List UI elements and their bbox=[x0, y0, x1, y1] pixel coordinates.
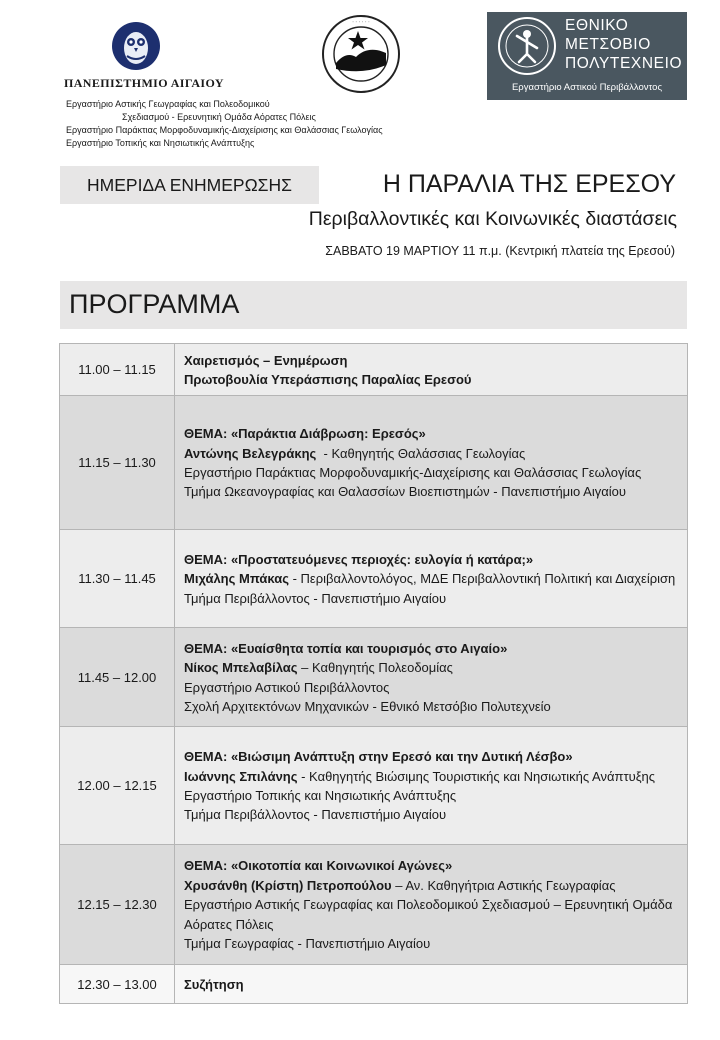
time-slot: 12.00 – 12.15 bbox=[60, 727, 175, 845]
time-slot: 11.45 – 12.00 bbox=[60, 628, 175, 727]
lab-line: Σχεδιασμού - Ερευνητική Ομάδα Αόρατες Πόλεις bbox=[122, 112, 316, 122]
schedule-row bbox=[60, 344, 688, 396]
speaker-affiliation: Τμήμα Περιβάλλοντος - Πανεπιστήμιο Αιγαίου bbox=[184, 807, 447, 823]
schedule-row bbox=[60, 530, 688, 628]
speaker-role: – Αν. Καθηγήτρια Αστικής Γεωγραφίας bbox=[391, 877, 616, 893]
schedule-row bbox=[60, 727, 688, 845]
speaker-name: Ιωάννης Σπιλάνης bbox=[184, 768, 298, 784]
program-heading-bar bbox=[60, 281, 687, 329]
ntua-name-line: ΜΕΤΣΟΒΙΟ bbox=[565, 36, 651, 53]
speaker-name: Μιχάλης Μπάκας bbox=[184, 571, 289, 587]
svg-text:· · · · · ·: · · · · · · bbox=[352, 19, 370, 26]
speaker-affiliation: Εργαστήριο Αστικής Γεωγραφίας και Πολεοδομικού Σχεδιασμού – Ερευνητική Ομάδα Αόρατες Πόλεις bbox=[184, 897, 673, 932]
event-subtitle: Περιβαλλοντικές και Κοινωνικές διαστάσεις bbox=[308, 208, 677, 230]
session-theme: ΘΕΜΑ: «Ευαίσθητα τοπία και τουρισμός στο Αιγαίο» bbox=[184, 640, 508, 656]
session-organizer: Πρωτοβουλία Υπεράσπισης Παραλίας Ερεσού bbox=[184, 372, 472, 387]
session-details bbox=[175, 727, 688, 845]
aegean-university-name: ΠΑΝΕΠΙΣΤΗΜΙΟ ΑΙΓΑΙΟΥ bbox=[64, 76, 224, 90]
ntua-name-line: ΕΘΝΙΚΟ bbox=[565, 17, 629, 34]
aegean-university-logo bbox=[110, 20, 162, 72]
session-details bbox=[175, 965, 688, 1004]
organizing-labs-list bbox=[66, 98, 383, 150]
speaker-affiliation: Τμήμα Ωκεανογραφίας και Θαλασσίων Βιοεπιστημών - Πανεπιστήμιο Αιγαίου bbox=[184, 484, 626, 500]
session-details bbox=[175, 845, 688, 965]
lab-line: Εργαστήριο Αστικής Γεωγραφίας και Πολεοδομικού bbox=[66, 99, 270, 109]
speaker-affiliation: Τμήμα Περιβάλλοντος - Πανεπιστήμιο Αιγαίου bbox=[184, 590, 447, 606]
speaker-affiliation: Εργαστήριο Παράκτιας Μορφοδυναμικής-Διαχείρισης και Θαλάσσιας Γεωλογίας bbox=[184, 465, 642, 480]
ntua-seal bbox=[497, 16, 557, 76]
speaker-affiliation: Σχολή Αρχιτεκτόνων Μηχανικών - Εθνικό Μετσόβιο Πολυτεχνείο bbox=[184, 698, 551, 714]
event-type-label: ΗΜΕΡΙΔΑ ΕΝΗΜΕΡΩΣΗΣ bbox=[87, 175, 292, 195]
session-details bbox=[175, 530, 688, 628]
session-theme: ΘΕΜΑ: «Βιώσιμη Ανάπτυξη στην Ερεσό και την Δυτική Λέσβο» bbox=[184, 749, 573, 765]
session-theme: ΘΕΜΑ: «Παράκτια Διάβρωση: Ερεσός» bbox=[184, 426, 426, 442]
schedule-row bbox=[60, 965, 688, 1004]
prometheus-seal-icon bbox=[497, 16, 557, 76]
program-heading: ΠΡΟΓΡΑΜΜΑ bbox=[69, 289, 240, 319]
session-details bbox=[175, 396, 688, 530]
session-theme: ΘΕΜΑ: «Οικοτοπία και Κοινωνικοί Αγώνες» bbox=[184, 858, 453, 874]
session-details bbox=[175, 344, 688, 396]
session-details bbox=[175, 628, 688, 727]
speaker-role: - Καθηγητής Θαλάσσιας Γεωλογίας bbox=[316, 445, 526, 461]
ntua-lab-name: Εργαστήριο Αστικού Περιβάλλοντος bbox=[511, 82, 663, 93]
event-date-location: ΣΑΒΒΑΤΟ 19 ΜΑΡΤΙΟΥ 11 π.μ. (Κεντρική πλατεία της Ερεσού) bbox=[325, 244, 675, 258]
speaker-role: - Καθηγητής Βιώσιμης Τουριστικής και Νησιωτικής Ανάπτυξης bbox=[297, 768, 656, 784]
speaker-affiliation: Εργαστήριο Αστικού Περιβάλλοντος bbox=[184, 679, 390, 695]
event-title: Η ΠΑΡΑΛΙΑ ΤΗΣ ΕΡΕΣΟΥ bbox=[382, 170, 676, 198]
time-slot: 11.00 – 11.15 bbox=[60, 344, 175, 396]
ntua-name-line: ΠΟΛΥΤΕΧΝΕΙΟ bbox=[565, 55, 683, 72]
speaker-name: Αντώνης Βελεγράκης bbox=[184, 445, 317, 461]
speaker-role: – Καθηγητής Πολεοδομίας bbox=[297, 660, 453, 676]
speaker-affiliation: Εργαστήριο Τοπικής και Νησιωτικής Ανάπτυξης bbox=[184, 788, 457, 803]
program-schedule-table bbox=[59, 343, 688, 1004]
time-slot: 11.30 – 11.45 bbox=[60, 530, 175, 628]
time-slot: 11.15 – 11.30 bbox=[60, 396, 175, 530]
lab-line: Εργαστήριο Παράκτιας Μορφοδυναμικής-Διαχείρισης και Θαλάσσιας Γεωλογίας bbox=[66, 125, 383, 135]
schedule-row bbox=[60, 845, 688, 965]
speaker-affiliation: Τμήμα Γεωγραφίας - Πανεπιστήμιο Αιγαίου bbox=[184, 936, 431, 952]
owl-emblem-icon bbox=[110, 20, 162, 72]
session-title: Συζήτηση bbox=[184, 976, 244, 992]
ntua-name bbox=[565, 16, 682, 73]
civic-initiative-seal bbox=[320, 13, 402, 95]
event-type-badge bbox=[60, 166, 319, 204]
schedule-row bbox=[60, 628, 688, 727]
session-theme: ΘΕΜΑ: «Προστατευόμενες περιοχές: ευλογία ή κατάρα;» bbox=[184, 551, 534, 567]
time-slot: 12.15 – 12.30 bbox=[60, 845, 175, 965]
schedule-row bbox=[60, 396, 688, 530]
ntua-logo-panel bbox=[487, 12, 687, 100]
speaker-role: - Περιβαλλοντολόγος, ΜΔΕ Περιβαλλοντική Πολιτική και Διαχείριση bbox=[288, 571, 676, 587]
lab-line: Εργαστήριο Τοπικής και Νησιωτικής Ανάπτυξης bbox=[66, 138, 255, 148]
speaker-name: Χρυσάνθη (Κρίστη) Πετροπούλου bbox=[184, 877, 392, 893]
speaker-name: Νίκος Μπελαβίλας bbox=[184, 660, 298, 676]
session-title: Χαιρετισμός – Ενημέρωση bbox=[184, 352, 348, 368]
time-slot: 12.30 – 13.00 bbox=[60, 965, 175, 1004]
civic-initiative-seal-icon bbox=[320, 13, 402, 95]
